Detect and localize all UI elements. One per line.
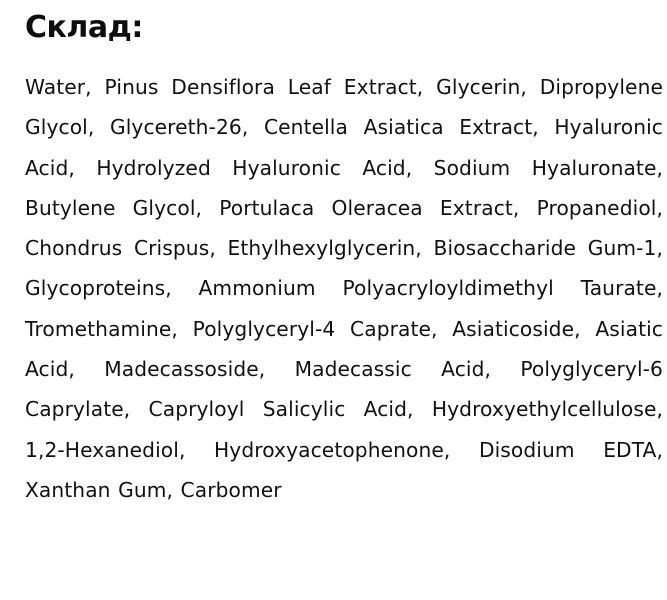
section-heading: Склад: <box>25 10 143 45</box>
ingredients-list: Water, Pinus Densiflora Leaf Extract, Glycerin, Dipropylene Glycol, Glycereth-26, Centella Asiatica Extract, Hyaluronic Acid, Hydrolyzed Hyaluronic Acid, Sodium Hyaluronate, Butylene Glycol, Portulaca Oleracea Extract, Propanediol, Chondrus Crispus, Ethylhexylglycerin, Biosaccharide Gum-1, Glycoproteins, Ammonium Polyacryloyldimethyl Taurate, Tromethamine, Polyglyceryl-4 Caprate, Asiaticoside, Asiatic Acid, Madecassoside, Madecassic Acid, Polyglyceryl-6 Caprylate, Capryloyl Salicylic Acid, Hydroxyethylcellulose, 1,2-Hexanediol, Hydroxyacetophenone, Disodium EDTA, Xanthan Gum, Carbomer <box>25 75 663 502</box>
ingredients-section <box>25 6 663 510</box>
